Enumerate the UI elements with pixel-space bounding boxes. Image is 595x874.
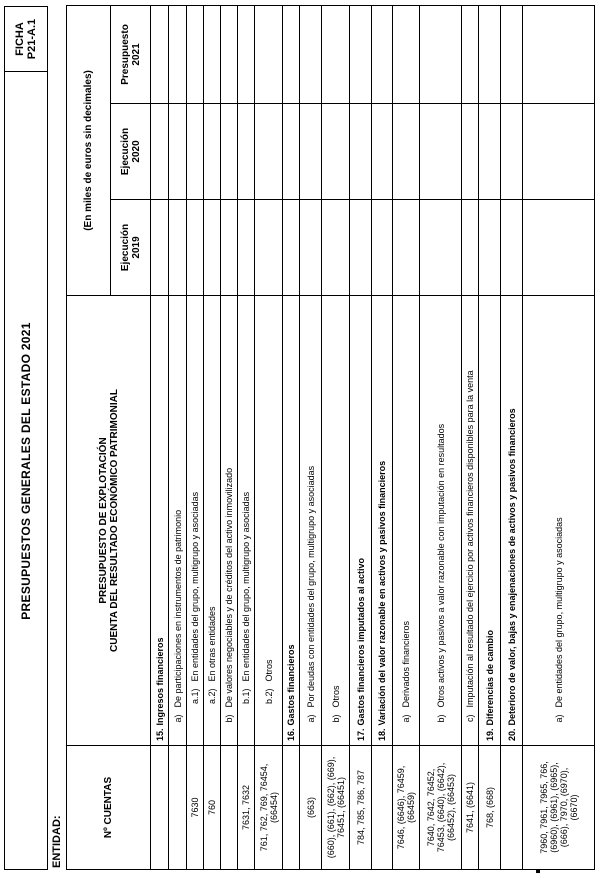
item-number [169,730,187,746]
value-ejec-2020 [187,103,204,199]
item-letter: a) [169,712,187,730]
item-number [221,730,238,746]
value-ejec-2020 [221,103,238,199]
account-line: 784, 785, 786, 787 [355,769,366,846]
item-letter: a) [393,712,420,730]
value-pres-2021 [420,5,462,103]
account-cell [393,746,420,870]
item-number [322,730,350,746]
account-line: (666), 7970, (6970), [558,767,569,848]
value-ejec-2020 [479,103,501,199]
value-ejec-2020 [523,103,595,199]
account-line: (66452), (66453) [445,773,456,842]
item-label: Deterioro de valor, bajas y enajenaciones de activos y pasivos financieros [501,295,523,729]
table-row [372,5,393,869]
account-line: 7630 [190,797,200,818]
item-number: 17. [350,730,372,746]
item-letter [204,712,221,730]
account-cell [420,746,462,870]
value-pres-2021 [393,5,420,103]
value-ejec-2019 [420,199,462,295]
value-ejec-2019 [238,199,255,295]
item-number [523,730,595,746]
form-sheet [4,6,579,870]
item-sub: b.1) [238,686,255,712]
value-pres-2021 [151,5,169,103]
value-ejec-2019 [462,199,479,295]
item-letter [187,712,204,730]
item-label: Ingresos financieros [151,295,169,729]
table-row [187,5,204,869]
item-letter: a) [300,712,322,730]
item-label: Por deudas con entidades del grupo, multigrupo y asociadas [300,295,322,711]
value-pres-2021 [372,5,393,103]
account-cell [238,746,255,870]
table-row [322,5,350,869]
value-ejec-2019 [187,199,204,295]
value-pres-2021 [204,5,221,103]
table-row [479,5,501,869]
item-letter: c) [462,712,479,730]
item-number [393,730,420,746]
item-label: Otros [322,295,350,711]
ejec2019-line2: 2019 [130,236,142,259]
account-line: (6960), (6961), (6965), [548,762,559,853]
entidad-label: ENTIDAD: [51,815,63,868]
table-row [255,5,283,869]
value-ejec-2020 [322,103,350,199]
item-letter: b) [221,712,238,730]
value-ejec-2019 [221,199,238,295]
item-label: De entidades del grupo, multigrupo y asociadas [523,295,595,711]
item-number [187,730,204,746]
value-ejec-2019 [283,199,300,295]
value-ejec-2019 [523,199,595,295]
value-ejec-2019 [501,199,523,295]
table-row [151,5,169,869]
item-number [300,730,322,746]
value-pres-2021 [322,5,350,103]
item-label: Imputación al resultado del ejercicio por activos financieros disponibles para la venta [462,295,479,711]
item-sub: b.2) [255,686,283,712]
value-ejec-2019 [169,199,187,295]
account-cell [255,746,283,870]
item-letter: b) [420,712,462,730]
table-row [169,5,187,869]
table-row [501,5,523,869]
item-number: 20. [501,730,523,746]
value-pres-2021 [169,5,187,103]
item-letter [255,712,283,730]
account-cell [169,746,187,870]
account-cell [187,746,204,870]
item-number [238,730,255,746]
value-ejec-2020 [151,103,169,199]
header-box [4,6,48,870]
value-ejec-2020 [238,103,255,199]
account-cell [204,746,221,870]
item-sub: a.1) [187,686,204,712]
item-label: Variación del valor razonable en activos y pasivos financieros [372,295,393,729]
account-cell [479,746,501,870]
account-line: 761, 762, 769, 76454, [258,763,269,852]
item-number: 15. [151,730,169,746]
table-row [300,5,322,869]
item-label: Otros activos y pasivos a valor razonable con imputación en resultados [420,295,462,711]
item-number [462,730,479,746]
value-pres-2021 [300,5,322,103]
value-ejec-2020 [420,103,462,199]
account-cell [350,746,372,870]
value-pres-2021 [462,5,479,103]
ejec2020-line2: 2020 [130,140,142,163]
ficha-label: FICHA [14,22,26,56]
value-ejec-2019 [204,199,221,295]
account-cell [501,746,523,870]
account-cell [151,746,169,870]
account-cell [372,746,393,870]
value-pres-2021 [283,5,300,103]
table-row [204,5,221,869]
value-ejec-2020 [283,103,300,199]
miles-note: (En miles de euros sin decimales) [67,5,111,295]
item-label: Gastos financieros [283,295,300,729]
item-number [420,730,462,746]
account-line: (66454) [268,791,279,824]
pres2021-line1: Presupuesto [119,24,131,85]
presupuesto-line1: PRESUPUESTO DE EXPLOTACIÓN [97,437,109,604]
item-label: En entidades del grupo, multigrupo y asociadas [187,295,204,685]
account-line: 768, (668) [484,786,495,829]
item-number: 16. [283,730,300,746]
ficha-box [5,7,47,72]
value-ejec-2020 [350,103,372,199]
value-ejec-2019 [393,199,420,295]
value-pres-2021 [523,5,595,103]
value-pres-2021 [187,5,204,103]
value-pres-2021 [350,5,372,103]
col-ejec-2020 [111,103,151,199]
account-line: 7646, (6646), 76459, [396,765,406,850]
ficha-code: P21-A.1 [26,18,38,60]
value-ejec-2020 [372,103,393,199]
account-line: (6670) [568,794,579,821]
value-pres-2021 [221,5,238,103]
item-label: Diferencias de cambio [479,295,501,729]
account-cell [322,746,350,870]
account-cell [523,746,595,870]
value-ejec-2020 [169,103,187,199]
value-ejec-2020 [393,103,420,199]
account-line: 7960, 7961, 7965, 766, [538,761,549,854]
item-letter: b) [322,712,350,730]
value-ejec-2020 [255,103,283,199]
item-label: Gastos financieros imputados al activo [350,295,372,729]
account-cell [283,746,300,870]
value-pres-2021 [238,5,255,103]
account-line: 76453, (6640), (6642), [435,762,446,853]
value-ejec-2020 [501,103,523,199]
account-line: 7640, 7642, 76452, [425,768,436,847]
item-number: 18. [372,730,393,746]
item-label: De valores negociables y de créditos del activo inmovilizado [221,295,238,711]
col-cuentas: Nº CUENTAS [67,746,151,870]
value-pres-2021 [501,5,523,103]
value-pres-2021 [255,5,283,103]
item-number [255,730,283,746]
budget-table [66,5,595,870]
item-label: Otros [255,295,283,685]
pres2021-line2: 2021 [130,43,142,66]
value-ejec-2019 [350,199,372,295]
col-presupuesto [67,295,151,745]
corner-mark: ▪ [530,868,547,874]
value-ejec-2019 [151,199,169,295]
value-ejec-2020 [462,103,479,199]
presupuesto-line2: CUENTA DEL RESULTADO ECONÓMICO PATRIMONIAL [108,389,120,652]
account-line: (66459) [406,791,416,824]
account-cell [221,746,238,870]
value-ejec-2019 [479,199,501,295]
ejec2020-line1: Ejecución [119,127,131,176]
account-line: 76451, (66451) [335,776,346,839]
item-number [204,730,221,746]
account-line: 7631, 7632 [241,784,251,831]
table-row [350,5,372,869]
value-ejec-2019 [300,199,322,295]
item-label: En entidades del grupo, multigrupo y asociadas [238,295,255,685]
table-row [523,5,595,869]
col-pres-2021 [111,5,151,103]
account-line: 7641, (6641) [465,781,475,834]
item-label: De participaciones en instrumentos de patrimonio [169,295,187,711]
value-ejec-2020 [300,103,322,199]
item-letter: a) [523,712,595,730]
item-label: Derivados financieros [393,295,420,711]
account-line: (660), (661), (662), (669), [325,756,336,859]
table-row [221,5,238,869]
table-row [420,5,462,869]
item-sub: a.2) [204,686,221,712]
account-cell [462,746,479,870]
value-pres-2021 [479,5,501,103]
table-body [151,5,595,869]
table-row [462,5,479,869]
item-label: En otras entidades [204,295,221,685]
table-row [238,5,255,869]
table-row [393,5,420,869]
ejec2019-line1: Ejecución [119,223,131,272]
account-line: 760 [207,799,217,816]
value-ejec-2020 [204,103,221,199]
table-row [283,5,300,869]
col-ejec-2019 [111,199,151,295]
page-title: PRESUPUESTOS GENERALES DEL ESTADO 2021 [19,322,33,620]
value-ejec-2019 [255,199,283,295]
value-ejec-2019 [322,199,350,295]
value-ejec-2019 [372,199,393,295]
account-cell [300,746,322,870]
item-letter [238,712,255,730]
account-line: (663) [305,797,316,819]
item-number: 19. [479,730,501,746]
